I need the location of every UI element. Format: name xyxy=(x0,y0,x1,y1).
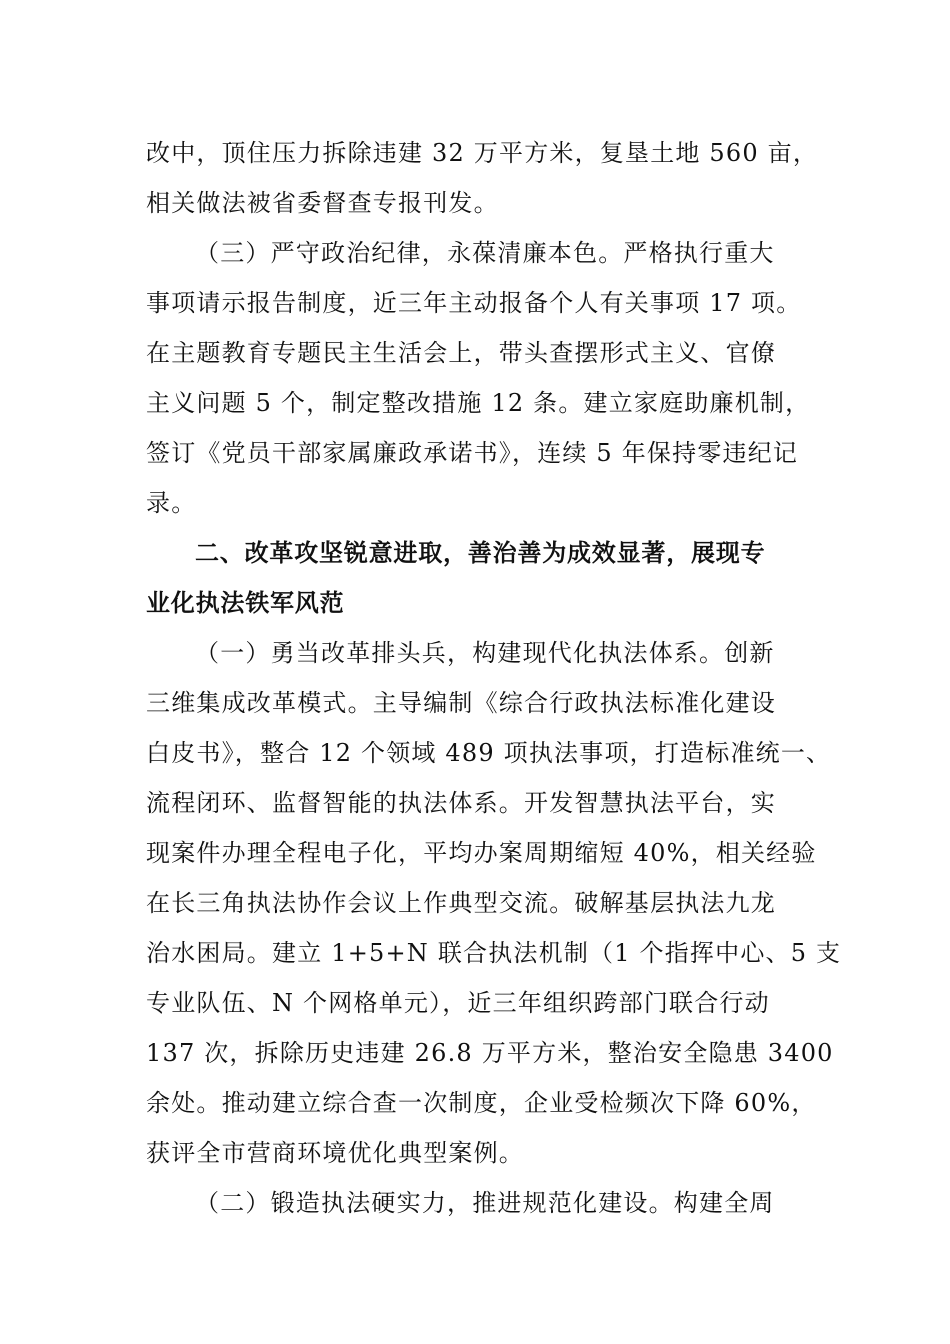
text-line: 签订《党员干部家属廉政承诺书》，连续 5 年保持零违纪记 xyxy=(146,439,799,467)
text-line: 录。 xyxy=(146,489,197,517)
text-line: 三维集成改革模式。主导编制《综合行政执法标准化建设 xyxy=(146,689,776,717)
text-line: 在主题教育专题民主生活会上，带头查摆形式主义、官僚 xyxy=(146,339,776,367)
text-line: 改中，顶住压力拆除违建 32 万平方米，复垦土地 560 亩， xyxy=(146,139,819,167)
text-line: 现案件办理全程电子化，平均办案周期缩短 40%，相关经验 xyxy=(146,839,817,867)
section-heading-3: （三）严守政治纪律，永葆清廉本色。严格执行重大 xyxy=(195,239,775,267)
chapter-heading-continued: 业化执法铁军风范 xyxy=(146,589,345,617)
text-line: 在长三角执法协作会议上作典型交流。破解基层执法九龙 xyxy=(146,889,776,917)
text-line: 余处。推动建立综合查一次制度，企业受检频次下降 60%， xyxy=(146,1089,817,1117)
text-line: 流程闭环、监督智能的执法体系。开发智慧执法平台，实 xyxy=(146,789,776,817)
text-line: 相关做法被省委督查专报刊发。 xyxy=(146,189,499,217)
section-heading-1: （一）勇当改革排头兵，构建现代化执法体系。创新 xyxy=(195,639,775,667)
text-line: 白皮书》，整合 12 个领域 489 项执法事项，打造标准统一、 xyxy=(146,739,832,767)
text-line: 主义问题 5 个，制定整改措施 12 条。建立家庭助廉机制， xyxy=(146,389,811,417)
section-heading-2: （二）锻造执法硬实力，推进规范化建设。构建全周 xyxy=(195,1189,775,1217)
text-line: 治水困局。建立 1+5+N 联合执法机制（1 个指挥中心、5 支 xyxy=(146,939,842,967)
chapter-heading: 二、改革攻坚锐意进取，善治善为成效显著，展现专 xyxy=(195,539,766,567)
text-line: 专业队伍、N 个网格单元），近三年组织跨部门联合行动 xyxy=(146,989,770,1017)
text-line: 137 次，拆除历史违建 26.8 万平方米，整治安全隐患 3400 xyxy=(146,1039,834,1067)
text-line: 获评全市营商环境优化典型案例。 xyxy=(146,1139,524,1167)
text-line: 事项请示报告制度，近三年主动报备个人有关事项 17 项。 xyxy=(146,289,802,317)
